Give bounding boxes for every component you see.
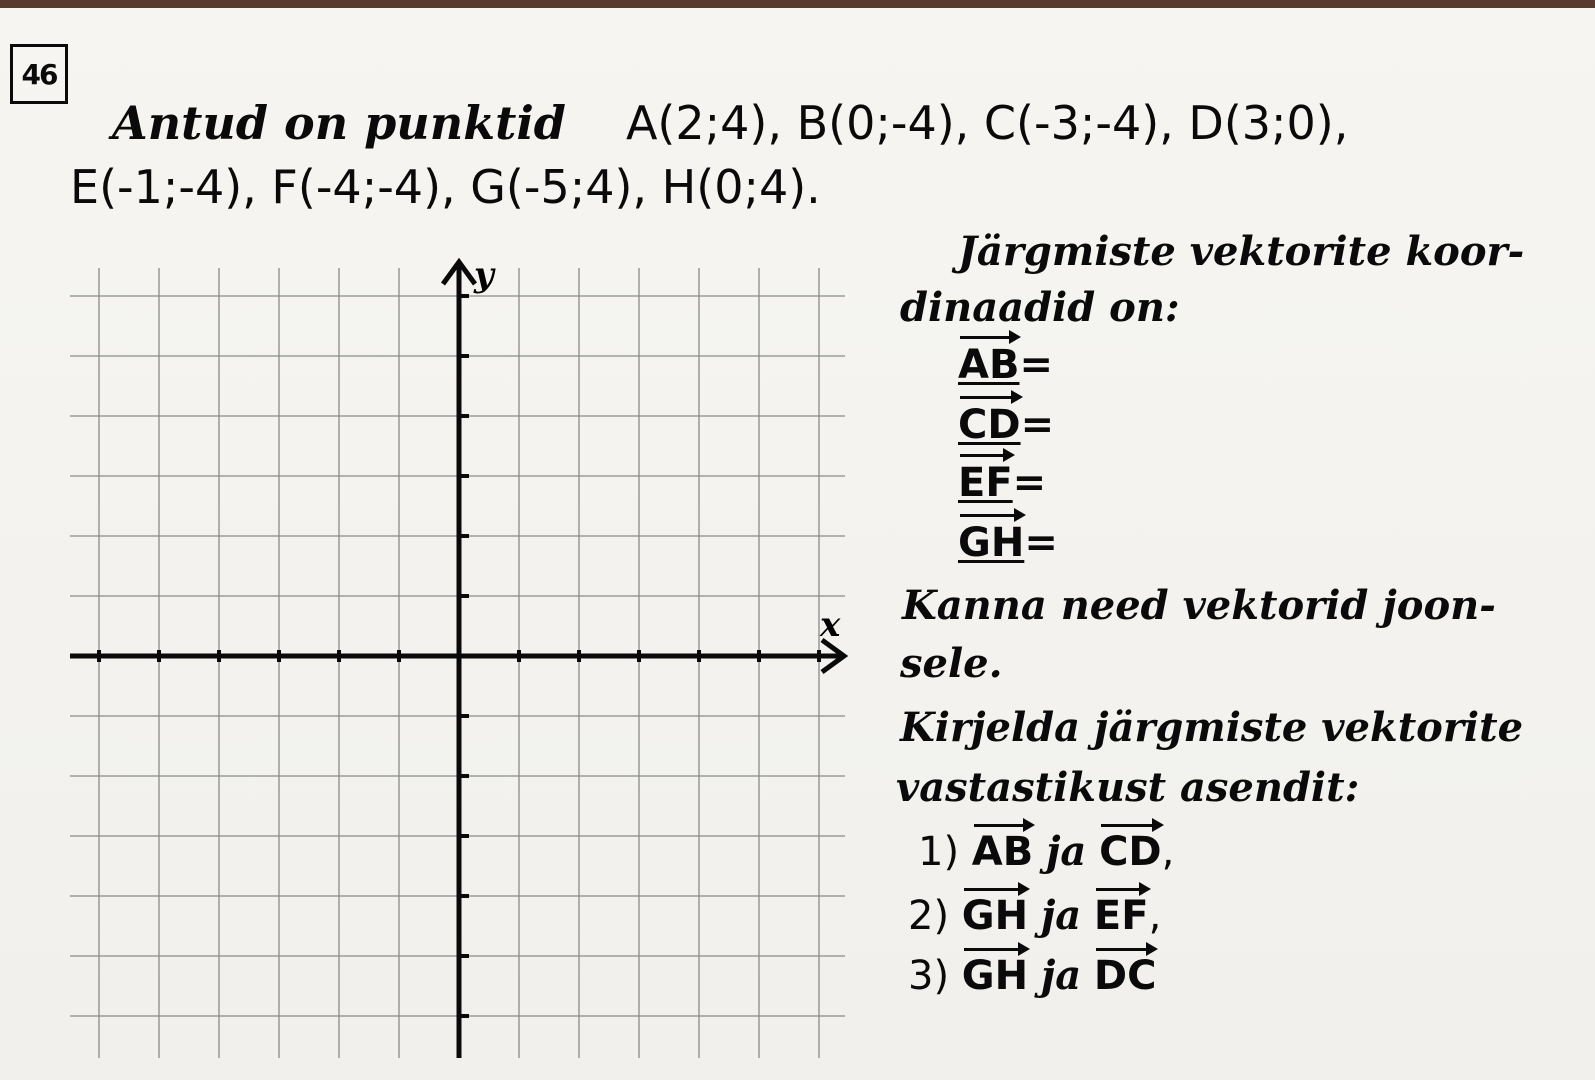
pair-2 xyxy=(908,892,1161,939)
y-axis-label: y xyxy=(474,258,494,295)
task-number-box xyxy=(10,44,68,104)
pair-2-joiner: ja xyxy=(1040,892,1082,939)
vector-ef: EF xyxy=(958,460,1013,506)
intro-lead: Antud on punktid xyxy=(112,96,566,150)
vector-gh-row xyxy=(958,520,1058,566)
task-number: 46 xyxy=(21,57,57,91)
vector-cd-equals: = xyxy=(1020,402,1055,448)
vector-ab-row xyxy=(958,342,1053,388)
x-axis-label: x xyxy=(820,605,841,645)
draw-instruction-2: sele. xyxy=(900,640,1003,687)
coords-heading-2: dinaadid on: xyxy=(900,284,1180,331)
pair-3-number: 3) xyxy=(908,953,950,999)
pair-1-joiner: ja xyxy=(1045,828,1087,875)
pair-3-vector-a: GH xyxy=(961,953,1029,999)
vector-gh-equals: = xyxy=(1024,520,1058,566)
vector-ef-row xyxy=(958,460,1046,506)
top-border xyxy=(0,0,1595,8)
draw-instruction-1: Kanna need vektorid joon- xyxy=(902,582,1496,629)
pair-2-end: , xyxy=(1148,893,1162,939)
pair-1-vector-b: CD xyxy=(1099,829,1162,875)
pair-3 xyxy=(908,952,1156,999)
pair-1-number: 1) xyxy=(918,829,960,875)
pair-2-vector-a: GH xyxy=(961,893,1029,939)
vector-gh: GH xyxy=(958,520,1025,566)
vector-ab: AB xyxy=(958,342,1020,388)
pair-2-vector-b: EF xyxy=(1093,893,1149,939)
pair-3-joiner: ja xyxy=(1040,952,1082,999)
points-line-1: A(2;4), B(0;-4), C(-3;-4), D(3;0), xyxy=(625,96,1349,150)
vector-cd-row xyxy=(958,402,1054,448)
pair-1-vector-a: AB xyxy=(971,829,1034,875)
pair-1 xyxy=(918,828,1174,875)
intro-line-2 xyxy=(70,160,821,214)
vector-ef-equals: = xyxy=(1012,460,1047,506)
pair-1-end: , xyxy=(1161,829,1175,875)
vector-ab-equals: = xyxy=(1019,342,1053,388)
describe-line-1: Kirjelda järgmiste vektorite xyxy=(900,704,1524,751)
coords-heading-1: Järgmiste vektorite koor- xyxy=(958,228,1525,275)
describe-line-2: vastastikust asendit: xyxy=(896,764,1360,811)
points-line-2: E(-1;-4), F(-4;-4), G(-5;4), H(0;4). xyxy=(70,160,821,214)
pair-2-number: 2) xyxy=(908,893,950,939)
intro-line-1 xyxy=(112,96,1348,150)
pair-3-vector-b: DC xyxy=(1093,953,1157,999)
coordinate-plane xyxy=(70,258,870,1058)
vector-cd: CD xyxy=(958,402,1021,448)
